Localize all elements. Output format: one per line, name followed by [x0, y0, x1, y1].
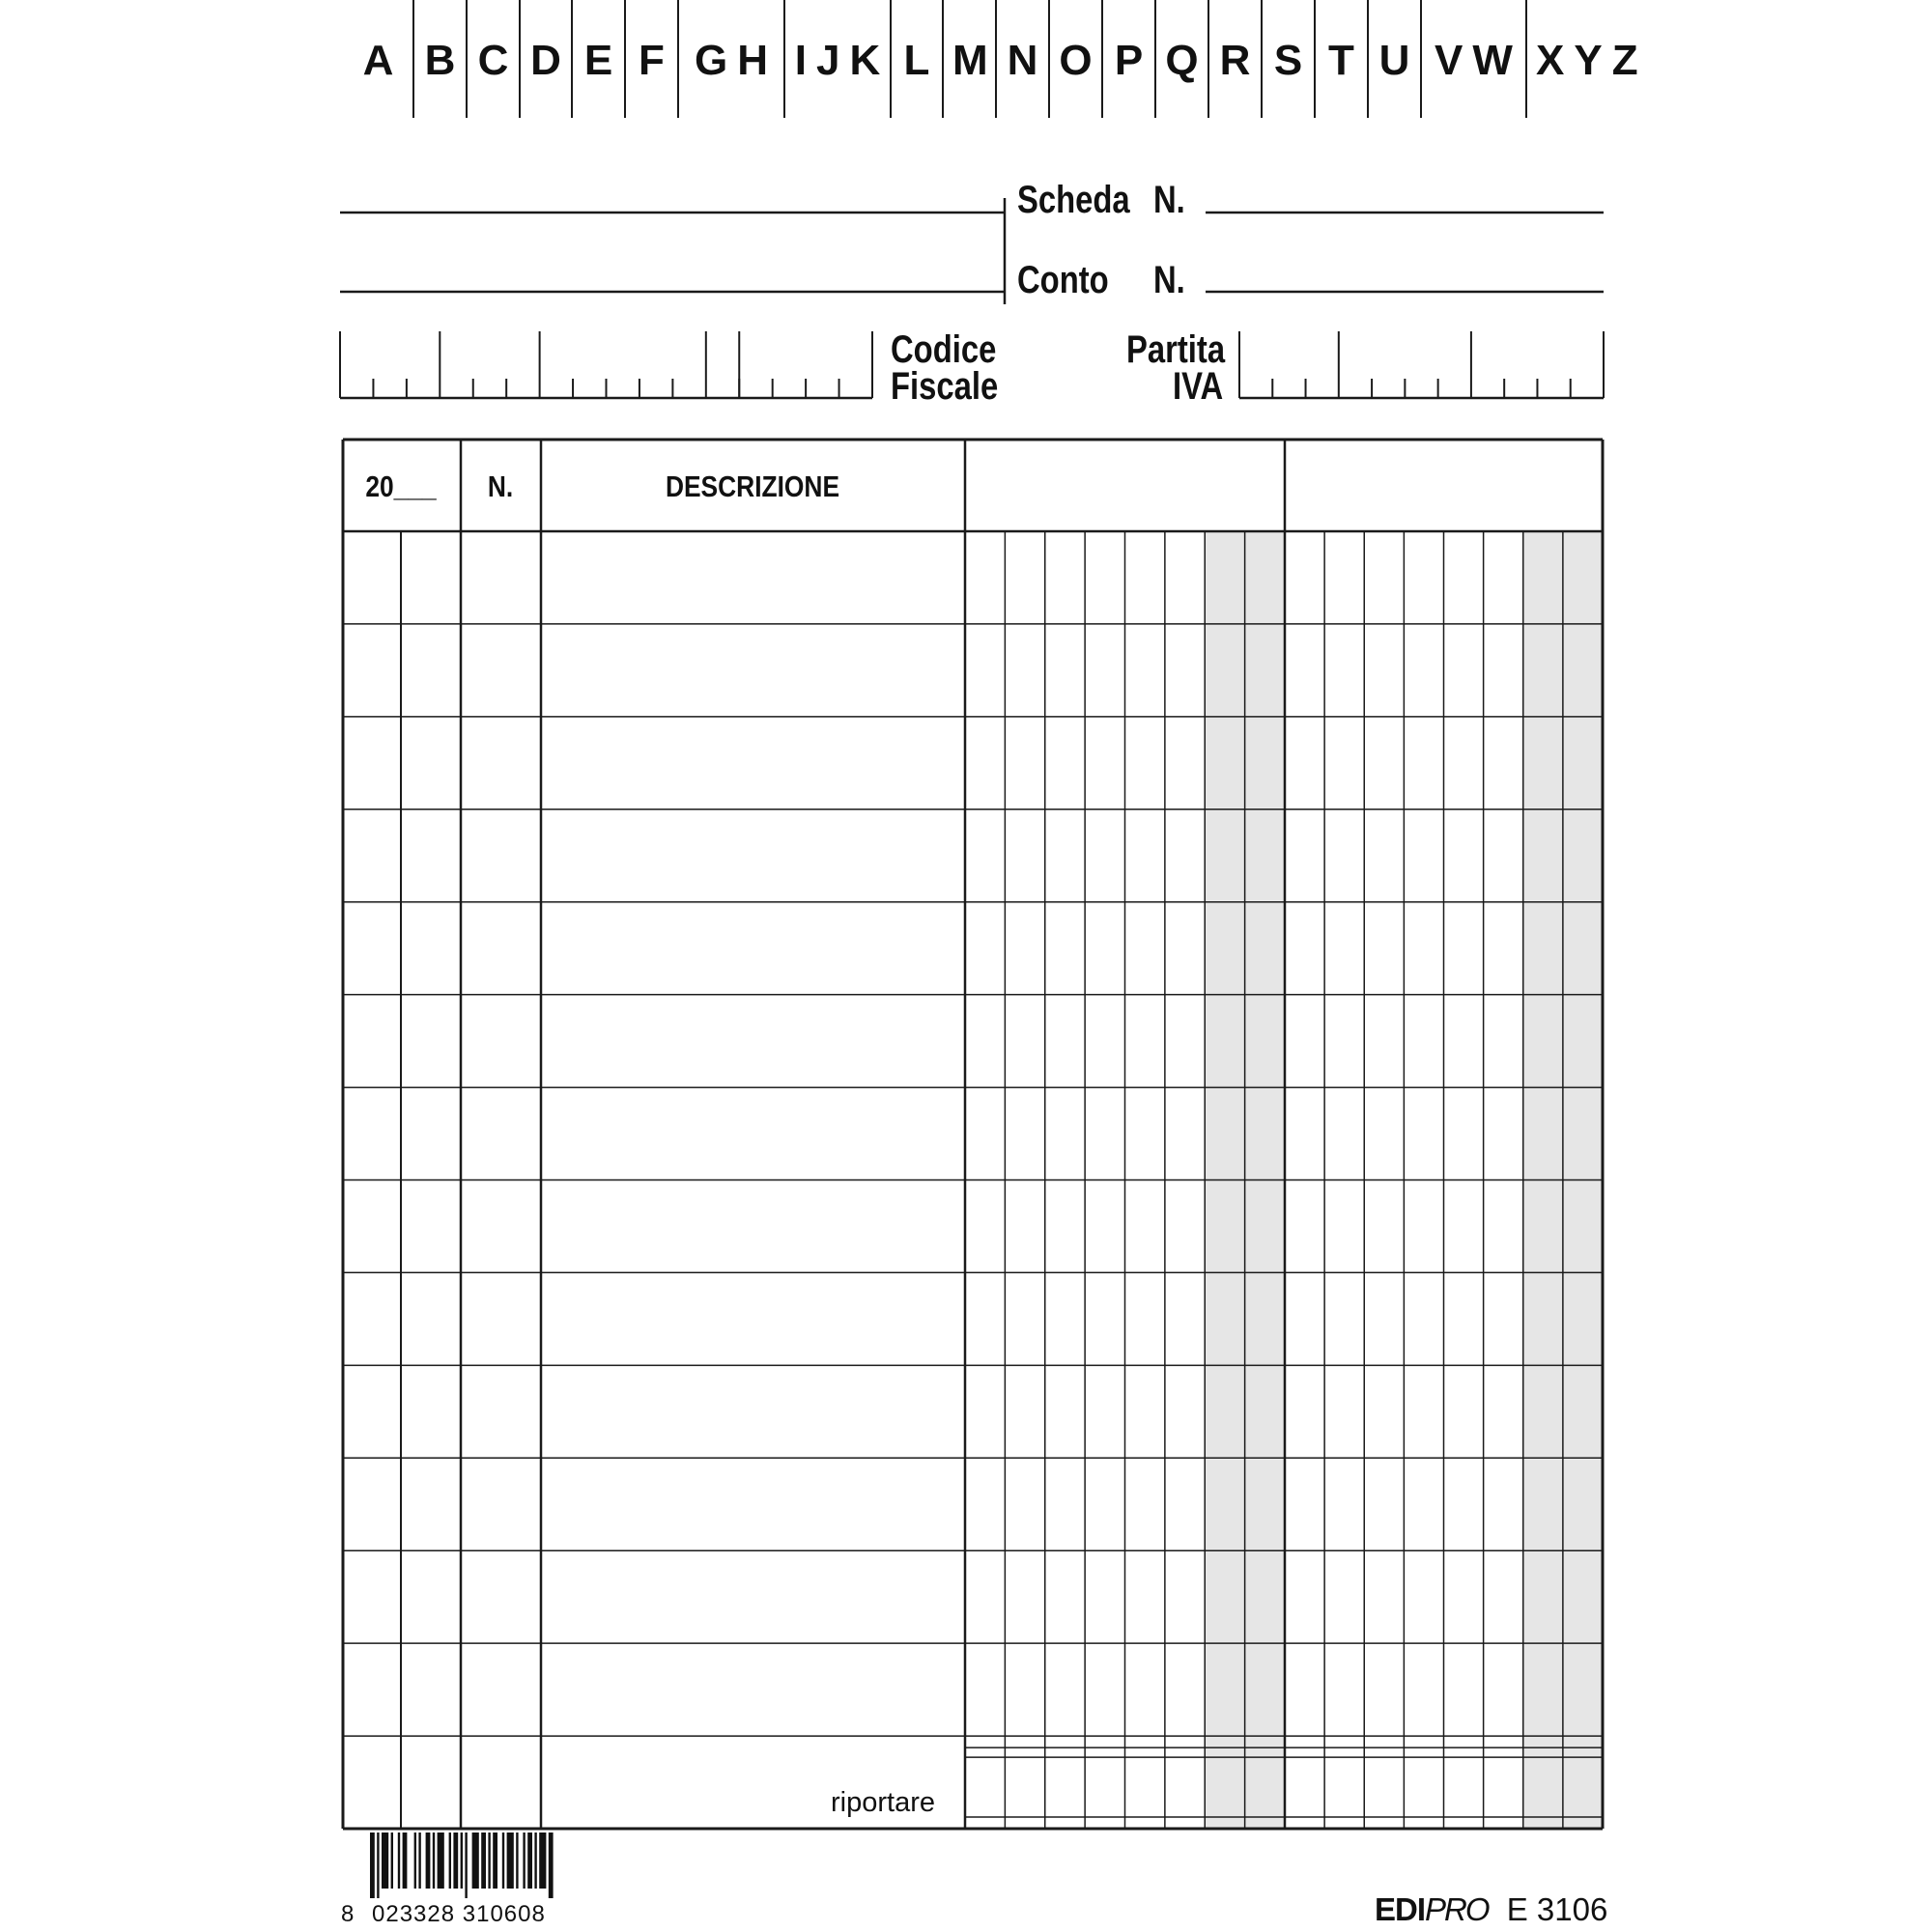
codice-fiscale-label-line1: Codice — [891, 328, 997, 371]
alphabet-tab-b[interactable]: B — [424, 37, 466, 84]
riportare-note: riportare — [831, 1787, 935, 1818]
product-code: E 3106 — [1506, 1891, 1608, 1927]
alphabet-tab-q[interactable]: Q — [1165, 37, 1208, 84]
alphabet-tab-xyz[interactable]: XYZ — [1536, 37, 1648, 84]
codice-fiscale-label-line2: Fiscale — [891, 365, 999, 408]
partita-iva-label-line2: IVA — [1173, 365, 1224, 408]
conto-label: Conto — [1017, 259, 1109, 301]
alphabet-tab-d[interactable]: D — [530, 37, 571, 84]
barcode-digits: 023328 310608 — [372, 1901, 546, 1927]
alphabet-tab-n[interactable]: N — [1007, 37, 1048, 84]
alphabet-tab-gh[interactable]: GH — [695, 37, 778, 84]
alphabet-tab-l[interactable]: L — [903, 37, 940, 84]
scheda-number-label: N. — [1153, 179, 1185, 221]
conto-number-label: N. — [1153, 259, 1185, 301]
barcode-digit-first: 8 — [341, 1901, 355, 1927]
alphabet-tab-ijk[interactable]: IJK — [794, 37, 891, 84]
column-year-header: 20___ — [365, 469, 437, 503]
alphabet-tab-e[interactable]: E — [583, 37, 623, 84]
alphabet-tab-u[interactable]: U — [1378, 37, 1420, 84]
brand-logo — [1375, 1893, 1607, 1925]
alphabet-tab-f[interactable]: F — [639, 37, 674, 84]
brand-name-italic: PRO — [1425, 1891, 1489, 1927]
alphabet-tab-t[interactable]: T — [1328, 37, 1364, 84]
alphabet-tab-a[interactable]: A — [362, 37, 404, 84]
alphabet-tab-s[interactable]: S — [1273, 37, 1313, 84]
partita-iva-label-line1: Partita — [1126, 328, 1226, 371]
brand-name-bold: EDI — [1375, 1891, 1426, 1927]
alphabet-tab-r[interactable]: R — [1219, 37, 1261, 84]
column-number-header: N. — [487, 469, 514, 503]
scheda-label: Scheda — [1017, 179, 1130, 221]
alphabet-tab-vw[interactable]: VW — [1435, 37, 1522, 84]
alphabet-tab-p[interactable]: P — [1114, 37, 1153, 84]
alphabet-tab-m[interactable]: M — [952, 37, 998, 84]
alphabet-tab-c[interactable]: C — [477, 37, 519, 84]
alphabet-tab-o[interactable]: O — [1059, 37, 1102, 84]
column-description-header: DESCRIZIONE — [665, 469, 840, 503]
